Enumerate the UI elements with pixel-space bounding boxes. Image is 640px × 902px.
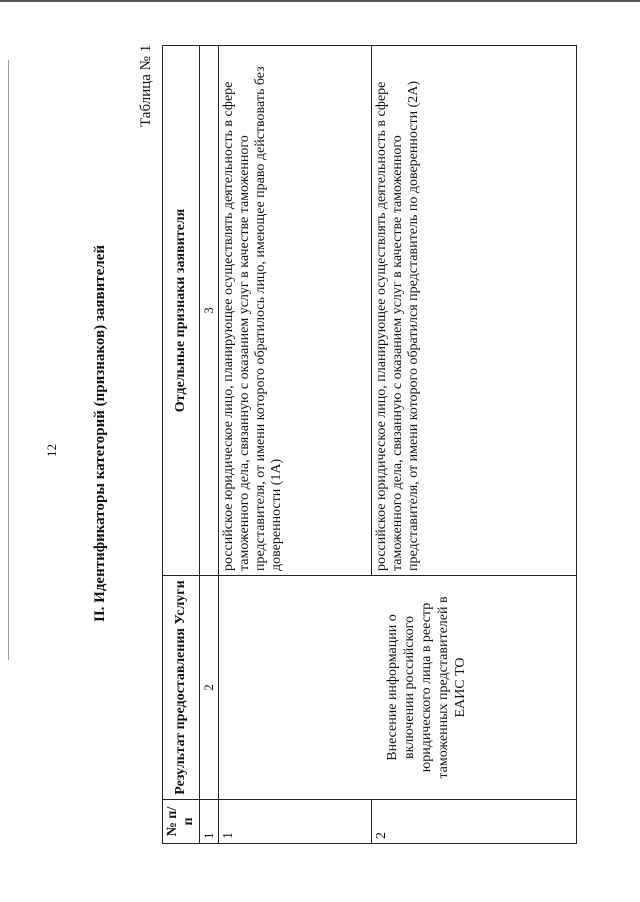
table-row: [219, 46, 372, 844]
section-title: II. Идентификаторы категорий (признаков) заявителей: [92, 245, 108, 622]
table-header-row: [163, 46, 200, 844]
column-number: 1: [200, 800, 219, 844]
header-result: Результат предоставления Услуги: [163, 576, 200, 800]
row-number: 1: [219, 800, 372, 844]
table-label: Таблица № 1: [138, 44, 154, 127]
row-number: 2: [372, 800, 577, 844]
column-number: 2: [200, 576, 219, 800]
column-number: 3: [200, 46, 219, 576]
result-cell: Внесение информации о включении российского юридического лица в реестр таможенных представителей в ЕАИС ТО: [219, 576, 577, 800]
criteria-cell: российское юридическое лицо, планирующее осуществлять деятельность в сфере таможенного дела, связанную с оказанием услуг в качестве таможенного представителя, от имени которого обратился представитель по доверенности (2А): [372, 46, 577, 576]
page-number: 12: [44, 444, 59, 457]
criteria-cell: российское юридическое лицо, планирующее осуществлять деятельность в сфере таможенного дела, связанную с оказанием услуг в качестве таможенного представителя, от имени которого обратилось лицо, имеющее право действовать без доверенности (1А): [219, 46, 372, 576]
header-criteria: Отдельные признаки заявителя: [163, 46, 200, 576]
header-number: № п/п: [163, 800, 200, 844]
applicant-categories-table: [162, 45, 577, 844]
column-number-row: [200, 46, 219, 844]
